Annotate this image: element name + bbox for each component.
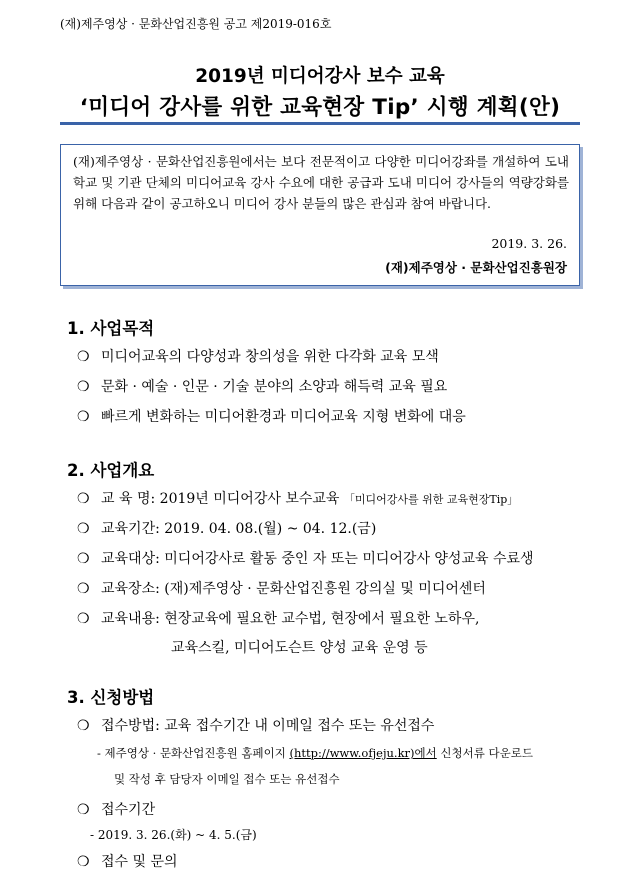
circle-bullet-icon: ❍: [77, 551, 90, 567]
section-heading-application: 3. 신청방법: [67, 688, 155, 707]
document-title: 2019년 미디어강사 보수 교육: [195, 66, 445, 87]
overview-content-continuation: 교육스킬, 미디어도슨트 양성 교육 운영 등: [171, 640, 428, 656]
application-period-heading: ❍ 접수기간: [77, 802, 156, 818]
intro-text: (재)제주영상 · 문화산업진흥원에서는 보다 전문적이고 다양한 미디어강좌를 개설하여 도내 학교 및 기관 단체의 미디어교육 강사 수요에 대한 공급과 도내 미디어 강사들의 역량강화를 위해 다음과 같이 공고하오니 미디어 강사 분들의 많은 관심과 참여 바랍니다.: [73, 154, 569, 211]
application-method-detail: - 제주영상 · 문화산업진흥원 홈페이지 (http://www.ofjeju.kr)에서 신청서류 다운로드: [97, 746, 533, 760]
overview-item-target: ❍ 교육대상: 미디어강사로 활동 중인 자 또는 미디어강사 양성교육 수료생: [77, 551, 534, 567]
circle-bullet-icon: ❍: [77, 491, 90, 507]
circle-bullet-icon: ❍: [77, 409, 90, 425]
homepage-link[interactable]: (http://www.ofjeju.kr)에서: [289, 746, 437, 760]
circle-bullet-icon: ❍: [77, 521, 90, 537]
application-method-detail-cont: 및 작성 후 담당자 이메일 접수 또는 유선접수: [114, 772, 340, 786]
overview-item-name: ❍ 교 육 명: 2019년 미디어강사 보수교육 「미디어강사를 위한 교육현장Tip」: [77, 491, 519, 507]
overview-item-content: ❍ 교육내용: 현장교육에 필요한 교수법, 현장에서 필요한 노하우,: [77, 611, 480, 627]
intro-box: [60, 144, 580, 286]
application-method: ❍ 접수방법: 교육 접수기간 내 이메일 접수 또는 유선접수: [77, 718, 435, 734]
list-item: ❍ 빠르게 변화하는 미디어환경과 미디어교육 지형 변화에 대응: [77, 409, 466, 425]
circle-bullet-icon: ❍: [77, 802, 90, 818]
document-subtitle: ‘미디어 강사를 위한 교육현장 Tip’ 시행 계획(안): [79, 95, 561, 120]
overview-item-place: ❍ 교육장소: (재)제주영상 · 문화산업진흥원 강의실 및 미디어센터: [77, 581, 486, 597]
notice-number: (재)제주영상 · 문화산업진흥원 공고 제2019-016호: [60, 17, 332, 31]
section-heading-overview: 2. 사업개요: [67, 461, 155, 480]
circle-bullet-icon: ❍: [77, 379, 90, 395]
list-item: ❍ 미디어교육의 다양성과 창의성을 위한 다각화 교육 모색: [77, 349, 439, 365]
section-heading-purpose: 1. 사업목적: [67, 319, 155, 338]
application-period-value: - 2019. 3. 26.(화) ~ 4. 5.(금): [90, 828, 257, 842]
list-item: ❍ 문화 · 예술 · 인문 · 기술 분야의 소양과 해득력 교육 필요: [77, 379, 448, 395]
inquiry-heading: ❍ 접수 및 문의: [77, 854, 178, 870]
circle-bullet-icon: ❍: [77, 854, 90, 870]
circle-bullet-icon: ❍: [77, 718, 90, 734]
overview-item-period: ❍ 교육기간: 2019. 04. 08.(월) ~ 04. 12.(금): [77, 521, 377, 537]
circle-bullet-icon: ❍: [77, 581, 90, 597]
announcement-date: 2019. 3. 26.: [491, 236, 567, 251]
issuing-organization: (재)제주영상 · 문화산업진흥원장: [385, 260, 567, 275]
circle-bullet-icon: ❍: [77, 349, 90, 365]
circle-bullet-icon: ❍: [77, 611, 90, 627]
title-divider: [60, 122, 580, 125]
